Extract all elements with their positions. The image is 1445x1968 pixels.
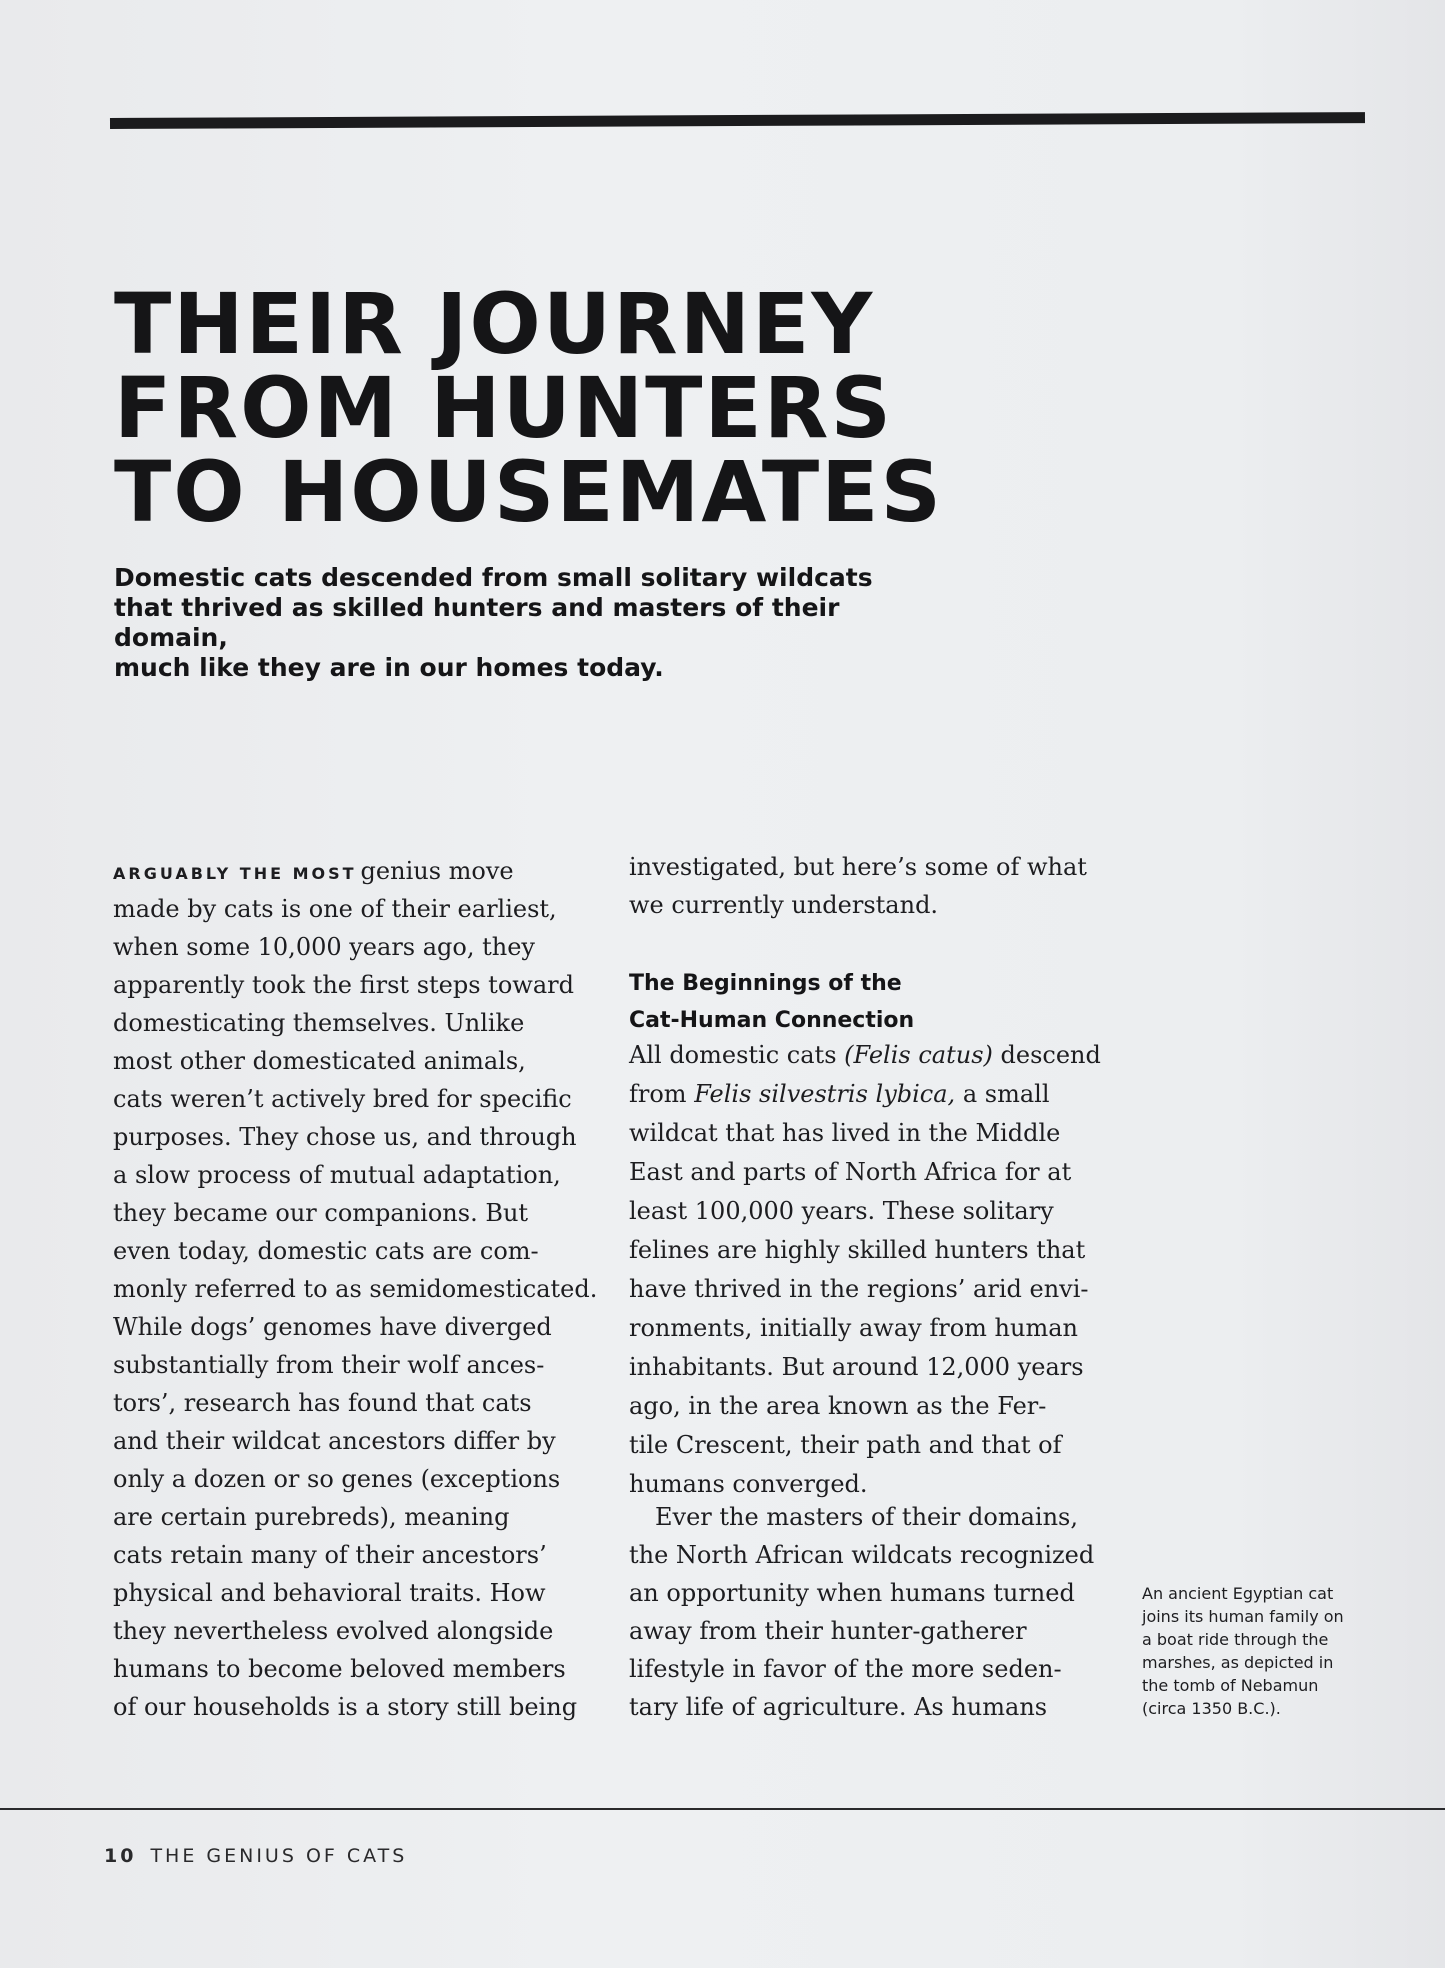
body-line: made by cats is one of their earliest, [113,895,557,923]
body-line: Ever the masters of their domains, [655,1503,1078,1531]
body-line: wildcat that has lived in the Middle [629,1119,1061,1147]
body-line: physical and behavioral traits. How [113,1579,546,1607]
body-column-1 [113,852,598,1726]
body-line: away from their hunter-gatherer [629,1617,1027,1645]
body-line: a slow process of mutual adaptation, [113,1161,561,1189]
folio [104,1845,407,1867]
body-line: tors’, research has found that cats [113,1389,532,1417]
subhead-line: Cat-Human Connection [629,1008,915,1033]
body-line: inhabitants. But around 12,000 years [629,1353,1084,1381]
body-line: humans converged. [629,1470,868,1498]
text-run: All domestic cats [629,1041,845,1069]
lead-in: ARGUABLY THE MOST [113,864,357,883]
body-line: cats retain many of their ancestors’ [113,1541,547,1569]
body-line: tary life of agriculture. As humans [629,1693,1048,1721]
body-line: felines are highly skilled hunters that [629,1236,1086,1264]
headline-line: FROM HUNTERS [114,359,893,457]
body-line [629,1075,1101,1114]
body-line: the North African wildcats recognized [629,1541,1095,1569]
body-line: they nevertheless evolved alongside [113,1617,554,1645]
section-subhead [629,965,1049,1039]
body-line: cats weren’t actively bred for specific [113,1085,572,1113]
body-line: purposes. They chose us, and through [113,1123,577,1151]
caption-line: An ancient Egyptian cat [1142,1584,1334,1603]
body-line: investigated, but here’s some of what [629,853,1087,881]
paragraph [629,1498,1094,1726]
body-line: least 100,000 years. These solitary [629,1197,1054,1225]
text-run: from [629,1080,695,1108]
subhead-line: The Beginnings of the [629,971,902,996]
headline-line: THEIR JOURNEY [114,275,875,373]
deck-line: much like they are in our homes today. [114,653,664,682]
body-line: most other domesticated animals, [113,1047,526,1075]
running-title: THE GENIUS OF CATS [150,1845,408,1867]
deck-line: that thrived as skilled hunters and masters of their domain, [114,593,840,652]
image-caption [1142,1582,1382,1720]
caption-line: (circa 1350 B.C.). [1142,1699,1281,1718]
paragraph [629,1036,1101,1504]
text-run: a small [955,1080,1050,1108]
body-line: While dogs’ genomes have diverged [113,1313,552,1341]
body-line: only a dozen or so genes (exceptions [113,1465,561,1493]
body-line: have thrived in the regions’ arid envi- [629,1275,1089,1303]
body-line: an opportunity when humans turned [629,1579,1075,1607]
headline-line: TO HOUSEMATES [114,443,944,541]
lead-in-rest: genius move [360,857,514,885]
body-line [113,852,583,890]
species-name: (Felis catus) [844,1041,993,1069]
deck [114,563,934,683]
caption-line: joins its human family on [1142,1607,1344,1626]
species-name: Felis silvestris lybica, [694,1080,956,1108]
deck-line: Domestic cats descended from small solitary wildcats [114,563,873,592]
body-line: ronments, initially away from human [629,1314,1078,1342]
body-line: ago, in the area known as the Fer- [629,1392,1047,1420]
body-line: humans to become beloved members [113,1655,566,1683]
body-line: East and parts of North Africa for at [629,1158,1072,1186]
body-line: domesticating themselves. Unlike [113,1009,525,1037]
body-line: substantially from their wolf ances- [113,1351,545,1379]
body-line: they became our companions. But [113,1199,529,1227]
text-run: descend [992,1041,1101,1069]
body-line: lifestyle in favor of the more seden- [629,1655,1062,1683]
top-rule [110,112,1365,129]
page-number: 10 [104,1845,137,1867]
body-line: even today, domestic cats are com- [113,1237,539,1265]
body-line: apparently took the first steps toward [113,971,574,999]
caption-line: a boat ride through the [1142,1630,1329,1649]
body-line: of our households is a story still being [113,1693,578,1721]
body-line: monly referred to as semidomesticated. [113,1275,598,1303]
headline [114,275,1014,541]
body-line: and their wildcat ancestors differ by [113,1427,556,1455]
caption-line: the tomb of Nebamun [1142,1676,1319,1695]
caption-line: marshes, as depicted in [1142,1653,1334,1672]
footer-rule [0,1808,1445,1810]
body-line: are certain purebreds), meaning [113,1503,510,1531]
body-line: when some 10,000 years ago, they [113,933,535,961]
body-line: we currently understand. [629,891,939,919]
body-line [629,1036,1101,1075]
body-line: tile Crescent, their path and that of [629,1431,1062,1459]
